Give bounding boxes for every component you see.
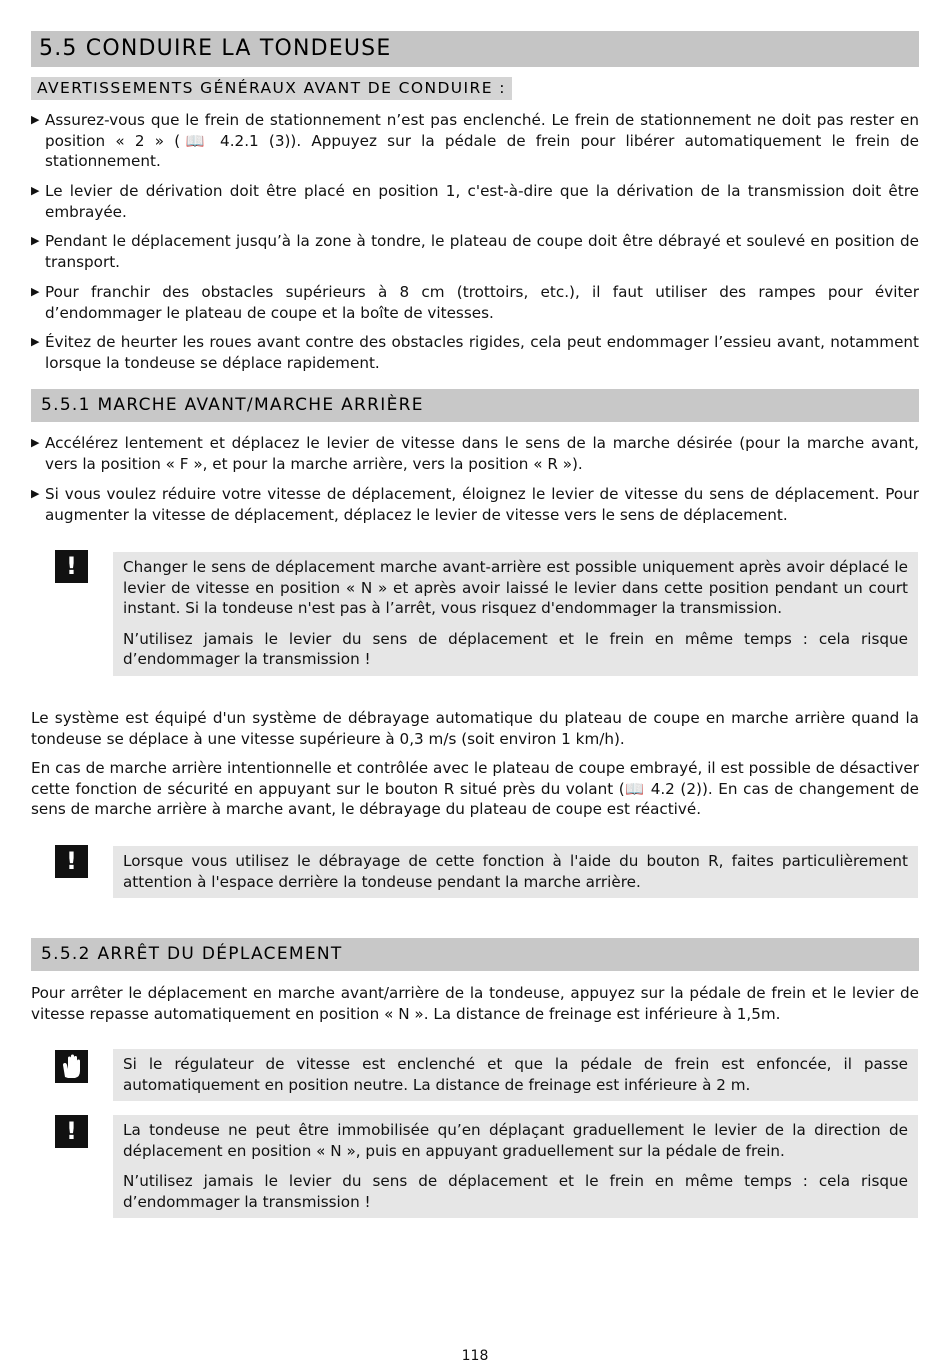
note-text: Lorsque vous utilisez le débrayage de cette fonction à l'aide du bouton R, faites particulièrement attention à l'espace derrière la tondeuse pendant la marche arrière. <box>123 852 908 891</box>
bullet-arrow-icon: ▶ <box>31 113 40 126</box>
warning-text: Pendant le déplacement jusqu’à la zone à tondre, le plateau de coupe doit être débrayé et soulevé en position de transport. <box>45 232 919 271</box>
body-paragraph: En cas de marche arrière intentionnelle et contrôlée avec le plateau de coupe embrayé, il est possible de désactiver cette fonction de sécurité en appuyant sur le bouton R situé près du volant (📖 4.2 (2)). En cas de changement de sens de marche arrière à marche avant, le débrayage du plateau de coupe est réactivé. <box>31 759 919 818</box>
note-text: La tondeuse ne peut être immobilisée qu’en déplaçant graduellement le levier de la direction de déplacement en position « N », puis en appuyant graduellement sur la pédale de frein. <box>123 1121 908 1160</box>
warning-text: Évitez de heurter les roues avant contre des obstacles rigides, cela peut endommager l’essieu avant, notamment lorsque la tondeuse se déplace rapidement. <box>45 333 919 372</box>
caution-note <box>113 846 918 898</box>
instruction-item <box>31 433 919 474</box>
note-text: Changer le sens de déplacement marche avant-arrière est possible uniquement après avoir déplacé le levier de vitesse en position « N » et après avoir laissé le levier dans cette position pendant un court instant. Si la tondeuse n'est pas à l’arrêt, vous risquez d'endommager la transmission. <box>123 558 908 617</box>
warning-item <box>31 231 919 272</box>
bullet-arrow-icon: ▶ <box>31 285 40 298</box>
hand-stop-icon <box>55 1050 88 1083</box>
section-title: 5.5 CONDUIRE LA TONDEUSE <box>31 31 919 67</box>
bullet-arrow-icon: ▶ <box>31 335 40 348</box>
warning-item <box>31 282 919 323</box>
body-paragraph: Pour arrêter le déplacement en marche avant/arrière de la tondeuse, appuyez sur la pédale de frein et le levier de vitesse repasse automatiquement en position « N ». La distance de freinage est inférieure à 1,5m. <box>31 984 919 1023</box>
note-text: N’utilisez jamais le levier du sens de déplacement et le frein en même temps : cela risque d’endommager la transmission ! <box>123 1172 908 1211</box>
warnings-subheading: AVERTISSEMENTS GÉNÉRAUX AVANT DE CONDUIRE : <box>31 77 512 100</box>
bullet-arrow-icon: ▶ <box>31 436 40 449</box>
bullet-arrow-icon: ▶ <box>31 487 40 500</box>
note-text: N’utilisez jamais le levier du sens de déplacement et le frein en même temps : cela risque d’endommager la transmission ! <box>123 629 908 668</box>
bullet-arrow-icon: ▶ <box>31 234 40 247</box>
instruction-text: Si vous voulez réduire votre vitesse de déplacement, éloignez le levier de vitesse du sens de déplacement. Pour augmenter la vitesse de déplacement, déplacez le levier de vitesse vers le sens de déplacement. <box>45 485 919 524</box>
page-number: 118 <box>461 1348 489 1364</box>
bullet-arrow-icon: ▶ <box>31 184 40 197</box>
warning-text: Pour franchir des obstacles supérieurs à 8 cm (trottoirs, etc.), il faut utiliser des rampes pour éviter d’endommager le plateau de coupe et la boîte de vitesses. <box>45 283 919 322</box>
warning-item <box>31 332 919 373</box>
instruction-item <box>31 484 919 525</box>
note-text: Si le régulateur de vitesse est enclenché et que la pédale de frein est enfoncée, il passe automatiquement en position neutre. La distance de freinage est inférieure à 2 m. <box>123 1055 908 1094</box>
warning-text: Assurez-vous que le frein de stationnement n’est pas enclenché. Le frein de stationnement ne doit pas rester en position « 2 » (📖 4.2.1 (3)). Appuyez sur la pédale de frein pour libérer automatiquement le frein de stationnement. <box>45 111 919 170</box>
caution-note <box>113 552 918 676</box>
warning-exclamation-icon: ! <box>55 550 88 583</box>
subsection-title-552: 5.5.2 ARRÊT DU DÉPLACEMENT <box>31 938 919 971</box>
body-paragraph: Le système est équipé d'un système de débrayage automatique du plateau de coupe en marche arrière quand la tondeuse se déplace à une vitesse supérieure à 0,3 m/s (soit environ 1 km/h). <box>31 709 919 748</box>
instruction-text: Accélérez lentement et déplacez le levier de vitesse dans le sens de la marche désirée (pour la marche avant, vers la position « F », et pour la marche arrière, vers la position « R »). <box>45 434 919 473</box>
warning-item <box>31 181 919 222</box>
warning-text: Le levier de dérivation doit être placé en position 1, c'est-à-dire que la dérivation de la transmission doit être embrayée. <box>45 182 919 221</box>
info-note <box>113 1049 918 1101</box>
subsection-title-551: 5.5.1 MARCHE AVANT/MARCHE ARRIÈRE <box>31 389 919 422</box>
warning-exclamation-icon: ! <box>55 845 88 878</box>
warning-item <box>31 110 919 172</box>
caution-note <box>113 1115 918 1218</box>
warning-exclamation-icon: ! <box>55 1115 88 1148</box>
